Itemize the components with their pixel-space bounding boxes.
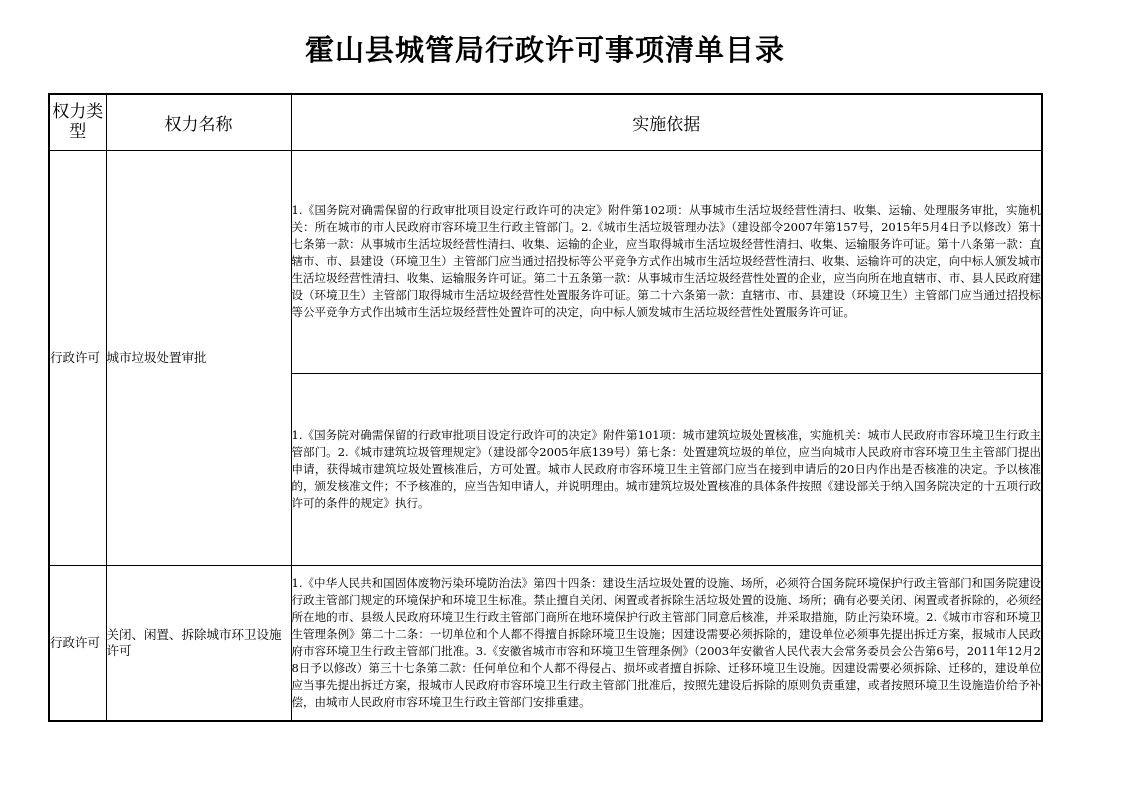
table-row (49, 150, 1042, 373)
header-power-name: 权力名称 (106, 94, 291, 150)
row-power-name: 城市垃圾处置审批 (106, 150, 291, 565)
permit-catalog-table (48, 93, 1043, 722)
row-legal-basis: 1.《国务院对确需保留的行政审批项目设定行政许可的决定》附件第102项：从事城市生活垃圾经营性清扫、收集、运输、处理服务审批，实施机关：所在城市的市人民政府市容环境卫生行政主管部门。2.《城市生活垃圾管理办法》（建设部令2007年第157号，2015年5月4日予以修改）第十七条第一款：从事城市生活垃圾经营性清扫、收集、运输的企业，应当取得城市生活垃圾经营性清扫、收集、运输服务许可证。第十八条第一款：直辖市、市、县建设（环境卫生）主管部门应当通过招投标等公平竞争方式作出城市生活垃圾经营性清扫、收集、运输许可的决定，向中标人颁发城市生活垃圾经营性清扫、收集、运输服务许可证。第二十五条第一款：从事城市生活垃圾经营性处置的企业，应当向所在地直辖市、市、县人民政府建设（环境卫生）主管部门取得城市生活垃圾经营性处置服务许可证。第二十六条第一款：直辖市、市、县建设（环境卫生）主管部门应当通过招投标等公平竞争方式作出城市生活垃圾经营性处置许可的决定，向中标人颁发城市生活垃圾经营性处置服务许可证。 (291, 150, 1042, 373)
table-row (49, 565, 1042, 721)
row-power-type: 行政许可 (49, 565, 106, 721)
table-header-row (49, 94, 1042, 150)
header-legal-basis: 实施依据 (291, 94, 1042, 150)
row-legal-basis: 1.《中华人民共和国固体废物污染环境防治法》第四十四条：建设生活垃圾处置的设施、场所，必须符合国务院环境保护行政主管部门和国务院建设行政主管部门规定的环境保护和环境卫生标准。禁止擅自关闭、闲置或者拆除生活垃圾处置的设施、场所；确有必要关闭、闲置或者拆除的，必须经所在地的市、县级人民政府环境卫生行政主管部门商所在地环境保护行政主管部门同意后核准，并采取措施，防止污染环境。2.《城市市容和环境卫生管理条例》第二十二条：一切单位和个人都不得擅自拆除环境卫生设施；因建设需要必须拆除的，建设单位必须事先提出拆迁方案，报城市人民政府市容环境卫生行政主管部门批准。3.《安徽省城市市容和环境卫生管理条例》（2003年安徽省人民代表大会常务委员会公告第6号，2011年12月28日予以修改）第三十七条第二款：任何单位和个人都不得侵占、损坏或者擅自拆除、迁移环境卫生设施。因建设需要必须拆除、迁移的，建设单位应当事先提出拆迁方案，报城市人民政府市容环境卫生行政主管部门批准后，按照先建设后拆除的原则负责重建，或者按照环境卫生设施造价给予补偿，由城市人民政府市容环境卫生行政主管部门安排重建。 (291, 565, 1042, 721)
header-power-type: 权力类型 (49, 94, 106, 150)
row-power-name: 关闭、闲置、拆除城市环卫设施许可 (106, 565, 291, 721)
row-power-type: 行政许可 (49, 150, 106, 565)
page-title: 霍山县城管局行政许可事项清单目录 (304, 33, 785, 67)
row-legal-basis: 1.《国务院对确需保留的行政审批项目设定行政许可的决定》附件第101项：城市建筑垃圾处置核准，实施机关：城市人民政府市容环境卫生行政主管部门。2.《城市建筑垃圾管理规定》（建设部令2005年底139号）第七条：处置建筑垃圾的单位，应当向城市人民政府市容环境卫生主管部门提出申请，获得城市建筑垃圾处置核准后，方可处置。城市人民政府市容环境卫生主管部门应当在接到申请后的20日内作出是否核准的决定。予以核准的，颁发核准文件；不予核准的，应当告知申请人，并说明理由。城市建筑垃圾处置核准的具体条件按照《建设部关于纳入国务院决定的十五项行政许可的条件的规定》执行。 (291, 373, 1042, 565)
